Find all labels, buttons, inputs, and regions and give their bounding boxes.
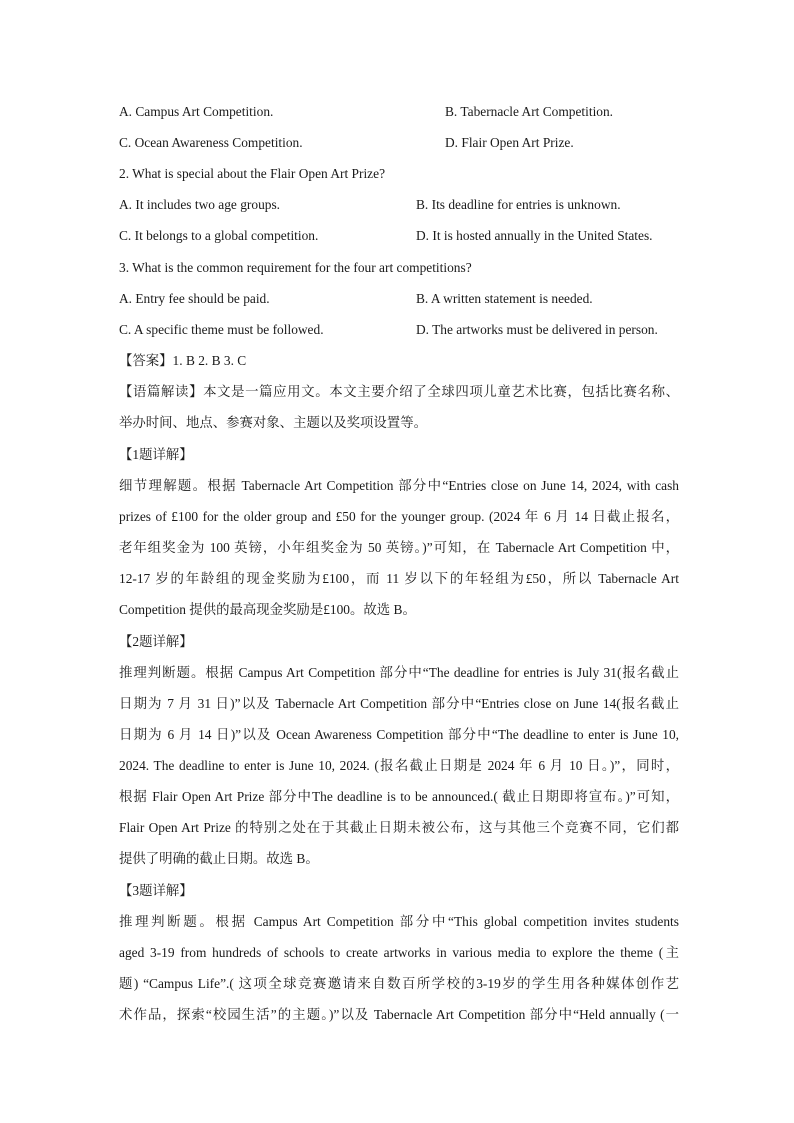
q2-option-d: D. It is hosted annually in the United States. [416,228,653,243]
q3-option-b: B. A written statement is needed. [416,291,593,306]
q3-option-c: C. A specific theme must be followed. [119,322,324,337]
q2-explanation-line: 推理判断题。根据 Campus Art Competition 部分中“The deadline for entries is July 31(报名截止 [119,665,679,680]
q1-option-c: C. Ocean Awareness Competition. [119,135,303,150]
q1-option-d: D. Flair Open Art Prize. [445,135,574,150]
q2-explanation-line: 2024. The deadline to enter is June 10, 2024. (报名截止日期是 2024 年 6 月 10 日。)”，同时， [119,758,679,773]
analysis-line-1: 【语篇解读】本文是一篇应用文。本文主要介绍了全球四项儿童艺术比赛，包括比赛名称、 [119,384,679,399]
q1-explanation-line: prizes of £100 for the older group and £50 for the younger group. (2024 年 6 月 14 日截止报名， [119,509,679,524]
q3-stem: 3. What is the common requirement for the four art competitions? [119,260,472,275]
q3-explanation-line: 推理判断题。根据 Campus Art Competition 部分中“This global competition invites students [119,914,679,929]
q3-explanation-line: aged 3-19 from hundreds of schools to create artworks in various media to explore the theme (主 [119,945,679,960]
q3-explanation-line: 术作品，探索“校园生活”的主题。)”以及 Tabernacle Art Competition 部分中“Held annually (一 [119,1007,679,1022]
q2-option-a: A. It includes two age groups. [119,197,281,212]
answer-line: 【答案】1. B 2. B 3. C [119,353,247,368]
q3-option-a: A. Entry fee should be paid. [119,291,270,306]
q2-option-b: B. Its deadline for entries is unknown. [416,197,621,212]
q2-explanation-heading: 【2题详解】 [119,634,193,649]
q1-explanation-line: 12-17 岁的年龄组的现金奖励为£100，而 11 岁以下的年轻组为£50，所以 Tabernacle Art [119,571,679,586]
q3-explanation-heading: 【3题详解】 [119,883,193,898]
q2-option-c: C. It belongs to a global competition. [119,228,319,243]
q1-explanation-line: 细节理解题。根据 Tabernacle Art Competition 部分中“Entries close on June 14, 2024, with cash [119,478,679,493]
q2-explanation-line: 提供了明确的截止日期。故选 B。 [119,851,319,866]
analysis-line-2: 举办时间、地点、参赛对象、主题以及奖项设置等。 [119,415,427,430]
q1-option-a: A. Campus Art Competition. [119,104,274,119]
q3-option-d: D. The artworks must be delivered in person. [416,322,658,337]
q1-explanation-line: 老年组奖金为 100 英镑，小年组奖金为 50 英镑。)”可知，在 Tabernacle Art Competition 中， [119,540,679,555]
q2-explanation-line: 日期为 7 月 31 日)”以及 Tabernacle Art Competition 部分中“Entries close on June 14(报名截止 [119,696,679,711]
q1-explanation-heading: 【1题详解】 [119,447,193,462]
q2-explanation-line: 日期为 6 月 14 日)”以及 Ocean Awareness Competition 部分中“The deadline to enter is June 10, [119,727,679,742]
q2-explanation-line: Flair Open Art Prize 的特别之处在于其截止日期未被公布，这与其他三个竞赛不同，它们都 [119,820,679,835]
q1-explanation-line: Competition 提供的最高现金奖励是£100。故选 B。 [119,602,416,617]
q2-explanation-line: 根据 Flair Open Art Prize 部分中The deadline is to be announced.( 截止日期即将宣布。)”可知， [119,789,679,804]
q2-stem: 2. What is special about the Flair Open Art Prize? [119,166,386,181]
q3-explanation-line: 题) “Campus Life”.( 这项全球竞赛邀请来自数百所学校的3-19岁的学生用各种媒体创作艺 [119,976,679,991]
q1-option-b: B. Tabernacle Art Competition. [445,104,614,119]
